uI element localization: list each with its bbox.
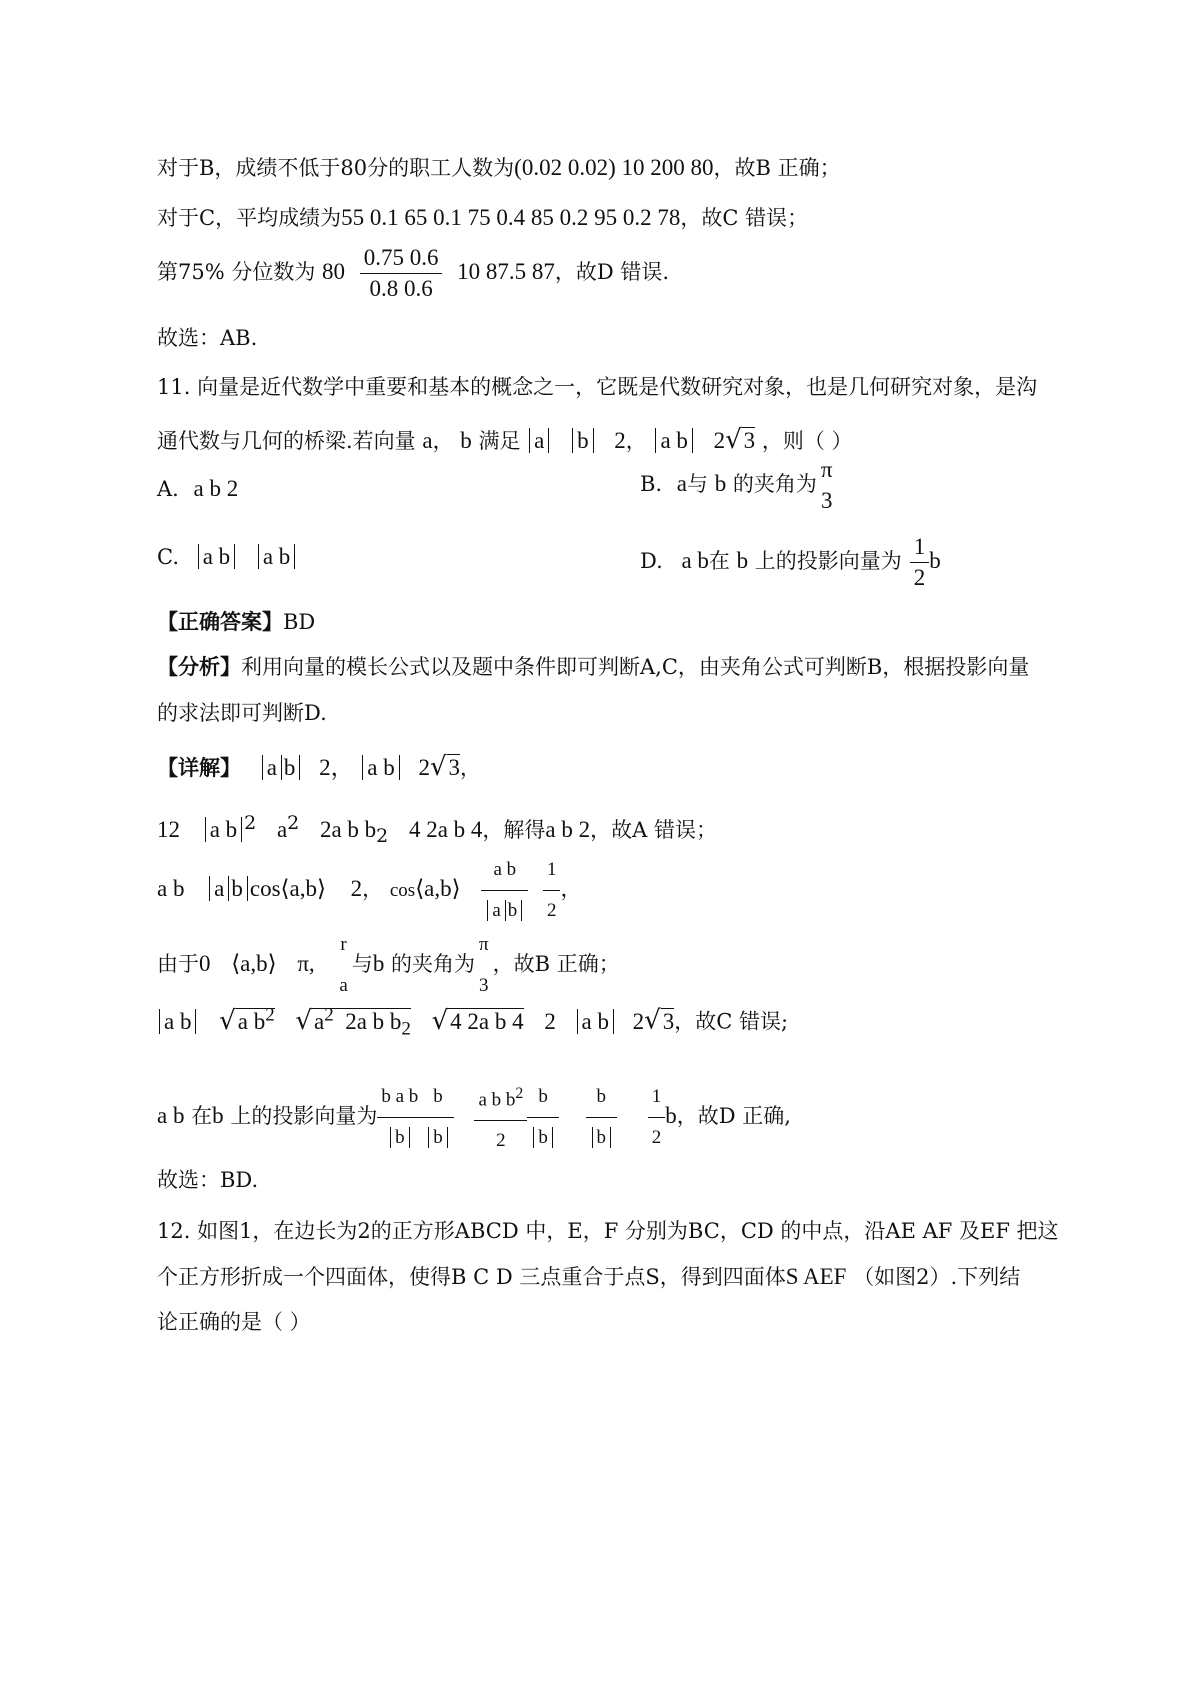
text: 11. 向量是近代数学中重要和基本的概念之一，它既是代数研究对象，也是几何研究对象，是沟 [157, 375, 1038, 399]
sqrt-radicand: $a^2$ 2a b $b_2$ [313, 1004, 411, 1040]
sqrt-symbol: √ [429, 752, 447, 782]
abs-a-plus-b: a b [205, 817, 242, 842]
detail-line-6 [157, 1074, 791, 1161]
math-expression: π, [297, 951, 315, 976]
fraction-denominator: b [527, 1117, 559, 1158]
abs-a: a [209, 876, 229, 901]
text: 对于B，成绩不低于80分的职工人数为 [157, 156, 515, 180]
text: ，故D 错误. [554, 260, 670, 284]
correct-answer [157, 607, 315, 637]
vector-a: a [422, 428, 433, 453]
option-a-expression: a b 2 [193, 476, 239, 501]
vector-b: b [929, 548, 941, 573]
answer-value: BD [283, 610, 316, 634]
abs-a-plus-b: a b [577, 1009, 614, 1034]
fraction-numerator: 0.75 0.6 [363, 245, 439, 270]
abs-b: b [284, 755, 301, 780]
text: 利用向量的模长公式以及题中条件即可判断A,C，由夹角公式可判断B，根据投影向量 [241, 655, 1030, 679]
question-12-line-2 [157, 1262, 1020, 1292]
question-12-line-3 [157, 1307, 311, 1337]
math-value: 2 [418, 755, 430, 780]
math-value: 12 [157, 817, 180, 842]
detail-line-3 [157, 850, 581, 931]
fraction [360, 243, 443, 304]
line-option-b-reasoning [157, 153, 841, 183]
fraction [586, 1077, 618, 1158]
fraction-denominator: 2 [910, 562, 930, 593]
math-expression: a b 2 [545, 817, 591, 842]
fraction-numerator: 1 [546, 859, 557, 880]
text: 上的投影向量为 [230, 1104, 378, 1129]
abs-a: a [529, 428, 549, 453]
abs-a: a [262, 755, 282, 780]
detail-line-2 [157, 808, 717, 851]
fraction [817, 455, 837, 516]
sqrt-radicand: 3 [743, 428, 756, 453]
angle-bracket: ⟩ [317, 876, 326, 901]
option-a [157, 474, 238, 504]
line-percentile-reasoning [157, 243, 669, 304]
fraction-denominator: b [586, 1117, 618, 1158]
option-label: B. [640, 472, 663, 496]
fraction-numerator: b [433, 1086, 443, 1108]
text: ， [432, 429, 454, 453]
angle-a-b: a,b [240, 951, 268, 976]
math-expression: 10 87.5 87 [457, 259, 555, 284]
vector-b: b [460, 428, 472, 453]
text: 的求法即可判断D. [157, 701, 327, 725]
sqrt-radicand: a $b^2$ [237, 1004, 275, 1034]
option-label: D. [640, 549, 663, 573]
fraction-numerator: b a b [381, 1086, 419, 1108]
sqrt-symbol: √ [431, 1005, 449, 1036]
option-c [157, 542, 297, 572]
abs-b: b [231, 876, 248, 901]
text: 第75% 分位数为 [157, 260, 316, 284]
text: ，故A 错误； [590, 818, 717, 842]
text: （如图2）.下列结 [853, 1265, 1021, 1289]
angle-bracket: ⟨ [280, 876, 290, 901]
math-expression: a b [681, 548, 709, 573]
math-value: 2 [544, 1008, 556, 1034]
math-expression: 80 [322, 259, 346, 284]
fraction-denominator: 2 [648, 1117, 666, 1158]
question-11-line-2 [157, 425, 853, 456]
text: 上的投影向量为 [754, 549, 902, 573]
detail-line-1 [157, 752, 481, 783]
text: 通代数与几何的桥梁.若向量 [157, 429, 416, 453]
angle-bracket: ⟩ [267, 951, 277, 976]
sqrt-radicand: 3 [448, 755, 461, 780]
text: ，故C 错误; [674, 1009, 789, 1034]
text: 满足 [478, 429, 521, 453]
sqrt-radicand: 3 [662, 1008, 675, 1034]
text: 故选：AB. [157, 326, 258, 350]
vector-b: b [372, 951, 385, 976]
math-value: 0 [199, 951, 211, 976]
cos: cos [249, 876, 281, 901]
angle-bracket: ⟩ [451, 876, 461, 901]
sqrt-symbol: √ [644, 1005, 661, 1036]
text: ，故B 正确； [713, 156, 841, 180]
vector-b: b [665, 1103, 677, 1129]
analysis-tag: 【分析】 [157, 654, 241, 679]
text: ， [460, 756, 482, 780]
question-12-line-1 [157, 1216, 1059, 1246]
fraction-numerator: π [820, 457, 833, 482]
abs-b: b [572, 428, 594, 453]
text: 论正确的是（ ） [157, 1310, 311, 1334]
abs-a-minus-b: a b [258, 544, 295, 569]
text: ，故C 错误； [680, 206, 809, 230]
line-answer-ab [157, 323, 257, 353]
vector-arrow: r [340, 934, 347, 955]
vector-b: b [212, 1103, 224, 1129]
text: ，故B 正确； [492, 952, 620, 976]
vector-b: b [736, 548, 749, 573]
abs-a-plus-b: a b [198, 544, 235, 569]
sqrt-radicand: 4 2a b 4 [450, 1008, 524, 1034]
abs-a-plus-b: a b [655, 428, 692, 453]
line-option-c-reasoning [157, 203, 808, 233]
fraction-numerator: π [479, 934, 489, 955]
exponent: 2 [376, 825, 389, 848]
cos: cos [389, 880, 416, 901]
fraction-numerator: 1 [651, 1086, 662, 1108]
option-label: C. [157, 545, 179, 569]
fraction [481, 850, 528, 931]
math-expression: a b [157, 876, 185, 901]
fraction-numerator: a b [493, 859, 517, 880]
math-expression: (0.02 0.02) 10 200 80 [514, 155, 714, 180]
math-value: 2， [319, 755, 354, 780]
text: 与 [687, 472, 709, 496]
sqrt-symbol: √ [725, 425, 742, 455]
text: 的夹角为 [391, 952, 475, 976]
text: 在 [708, 549, 730, 573]
angle-a-b: a,b [289, 876, 317, 901]
fraction [377, 1077, 422, 1158]
fraction-denominator: 2 [474, 1120, 527, 1161]
fraction [648, 1077, 666, 1158]
math-value: 2 [632, 1008, 645, 1034]
fraction-numerator: a b $b^2$ [478, 1085, 524, 1111]
text: 的夹角为 [732, 472, 817, 496]
text: 个正方形折成一个四面体，使得B C D 三点重合于点S，得到四面体 [157, 1265, 786, 1289]
fraction-denominator: 3 [479, 975, 489, 996]
vector-b: b [714, 471, 727, 496]
tetrahedron-name: S AEF [785, 1264, 847, 1289]
math-expression: 4 2a b 4 [408, 817, 483, 842]
text: ， [625, 429, 647, 453]
text: 12. 如图1，在边长为2的正方形ABCD 中，E，F 分别为BC，CD 的中点，沿AE AF 及EF 把这 [157, 1219, 1059, 1243]
vector-a-with-arrow [335, 925, 351, 1006]
option-d [640, 532, 941, 593]
math-expression: 2a b b [319, 817, 377, 842]
math-value: 2 [713, 428, 726, 453]
fraction-numerator: b [538, 1086, 548, 1108]
analysis-line-2 [157, 698, 327, 728]
text: 在 [191, 1104, 213, 1129]
detail-line-4 [157, 925, 620, 1006]
vector-a: a [339, 975, 348, 996]
answer-tag: 【正确答案】 [157, 609, 283, 634]
sqrt-symbol: √ [295, 1005, 312, 1036]
exponent: 2 [287, 812, 300, 834]
vector-a: a [676, 471, 688, 496]
fraction [543, 850, 561, 931]
question-11-line-1 [157, 372, 1037, 402]
text: ，故D 正确, [676, 1104, 791, 1129]
fraction-denominator: b [377, 1117, 422, 1158]
fraction-numerator: 1 [913, 534, 926, 559]
fraction-denominator: b [422, 1117, 454, 1158]
angle-bracket: ⟨ [415, 876, 425, 901]
detail-tag: 【详解】 [157, 755, 241, 780]
math-expression: a b [157, 1103, 185, 1129]
sqrt-symbol: √ [219, 1005, 236, 1036]
fraction-denominator: 3 [820, 488, 833, 513]
fraction [527, 1077, 559, 1158]
fraction [422, 1077, 454, 1158]
fraction-denominator: 0.8 0.6 [360, 273, 443, 304]
fraction [475, 925, 493, 1006]
analysis-line-1 [157, 652, 1029, 682]
text: 与 [351, 952, 373, 976]
fraction [910, 532, 930, 593]
text: 故选：BD. [157, 1168, 259, 1192]
angle-bracket: ⟨ [231, 951, 241, 976]
line-answer-bd [157, 1165, 258, 1195]
detail-line-5 [157, 995, 788, 1049]
text: ， [560, 877, 582, 901]
text: 由于 [157, 952, 199, 976]
abs-a-plus-b: a b [362, 755, 399, 780]
math-value: 2 [614, 428, 626, 453]
fraction [474, 1074, 527, 1161]
text: ， [362, 877, 384, 901]
text: 对于C，平均成绩为 [157, 206, 342, 230]
text: ，则（ ） [761, 429, 853, 453]
fraction-numerator: b [596, 1086, 607, 1108]
fraction-denominator: a b [481, 890, 528, 931]
exponent: 2 [244, 812, 257, 834]
fraction-denominator: 2 [543, 890, 561, 931]
text: ，解得 [482, 818, 546, 842]
angle-a-b: a,b [424, 876, 452, 901]
math-expression: 55 0.1 65 0.1 75 0.4 85 0.2 95 0.2 78 [341, 205, 681, 230]
abs-a-minus-b: a b [159, 1009, 196, 1034]
math-expression: a [276, 817, 288, 842]
option-b [640, 455, 837, 516]
option-label: A. [157, 477, 179, 501]
math-value: 2 [350, 876, 363, 901]
